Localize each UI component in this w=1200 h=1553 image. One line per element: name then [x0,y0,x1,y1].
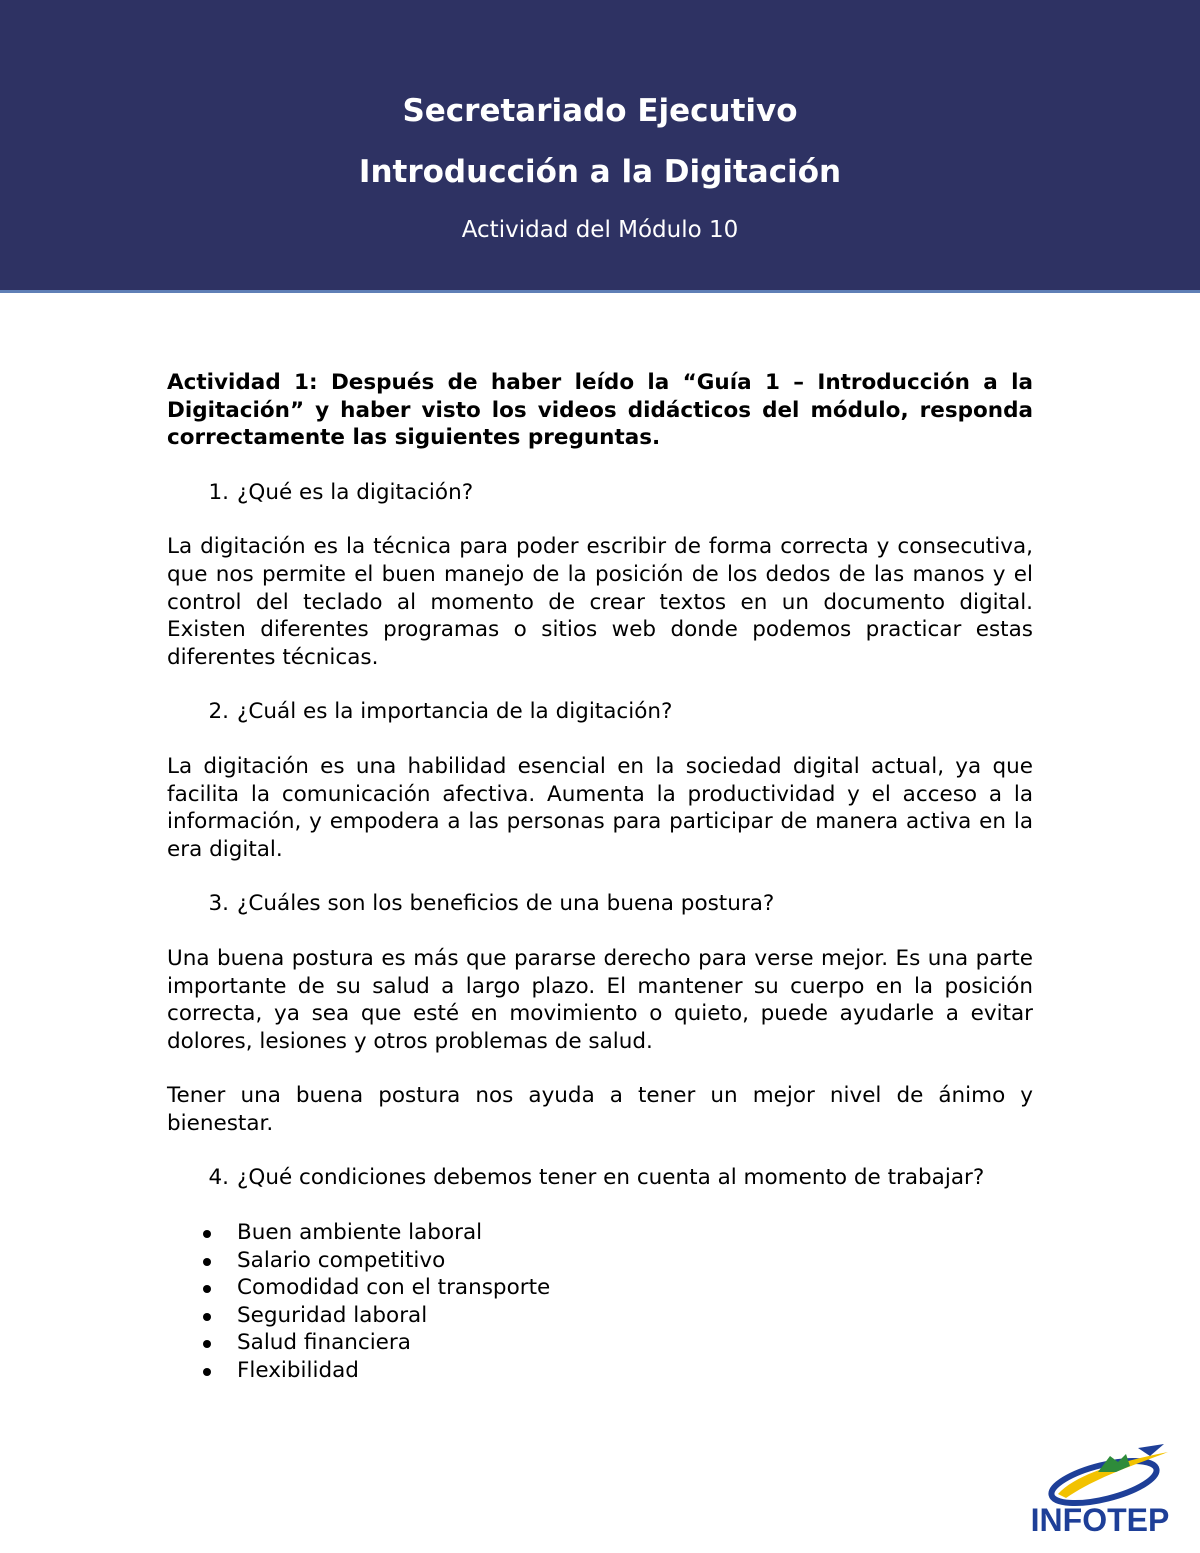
document-body [167,369,1033,1384]
activity-subtitle: Actividad del Módulo 10 [461,217,739,243]
question-4 [167,1164,1033,1192]
course-title: Introducción a la Digitación [358,154,842,190]
header-banner [0,0,1200,293]
question-number: 1. [208,479,229,505]
question-text: ¿Qué es la digitación? [237,479,474,505]
question-1 [167,479,1033,507]
answer-1: La digitación es la técnica para poder escribir de forma correcta y consecutiva, que nos permite el buen manejo de la posición de los dedos de las manos y el control del teclado al momento de crear textos en un documento digital. Existen diferentes programas o sitios web donde podemos practicar estas diferentes técnicas. [167,534,1033,670]
answer-2: La digitación es una habilidad esencial en la sociedad digital actual, ya que facilita la comunicación afectiva. Aumenta la productividad y el acceso a la información, y empodera a las personas para participar de manera activa en la era digital. [167,753,1033,862]
bullet-icon [167,1329,237,1357]
list-item: Salario competitivo [167,1247,1033,1275]
question-number: 2. [208,699,229,725]
question-number: 4. [208,1165,229,1191]
bullet-icon [167,1302,237,1330]
question-text: ¿Qué condiciones debemos tener en cuenta al momento de trabajar? [237,1165,985,1191]
question-text: ¿Cuáles son los beneficios de una buena postura? [237,891,775,917]
conditions-list [167,1219,1033,1384]
document-title: Secretariado Ejecutivo [402,93,798,129]
question-number: 3. [208,891,229,917]
question-text: ¿Cuál es la importancia de la digitación? [237,699,673,725]
question-2 [167,698,1033,726]
bullet-icon [167,1219,237,1247]
logo-emblem-icon [1018,1442,1182,1508]
question-3 [167,890,1033,918]
list-item: Buen ambiente laboral [167,1219,1033,1247]
answer-3: Una buena postura es más que pararse derecho para verse mejor. Es una parte importante de su salud a largo plazo. El mantener su cuerpo en la posición correcta, ya sea que esté en movimiento o quieto, puede ayudarle a evitar dolores, lesiones y otros problemas de salud. [167,945,1033,1054]
logo-text: INFOTEP [1030,1502,1170,1538]
list-item: Flexibilidad [167,1357,1033,1385]
bullet-icon [167,1274,237,1302]
infotep-logo [1018,1442,1182,1542]
bullet-icon [167,1247,237,1275]
list-item: Seguridad laboral [167,1302,1033,1330]
answer-3-extra: Tener una buena postura nos ayuda a tener un mejor nivel de ánimo y bienestar. [167,1083,1033,1136]
list-item: Salud financiera [167,1329,1033,1357]
bullet-icon [167,1357,237,1385]
list-item: Comodidad con el transporte [167,1274,1033,1302]
activity-instructions: Actividad 1: Después de haber leído la “Guía 1 – Introducción a la Digitación” y haber visto los videos didácticos del módulo, responda correctamente las siguientes preguntas. [167,370,1033,451]
